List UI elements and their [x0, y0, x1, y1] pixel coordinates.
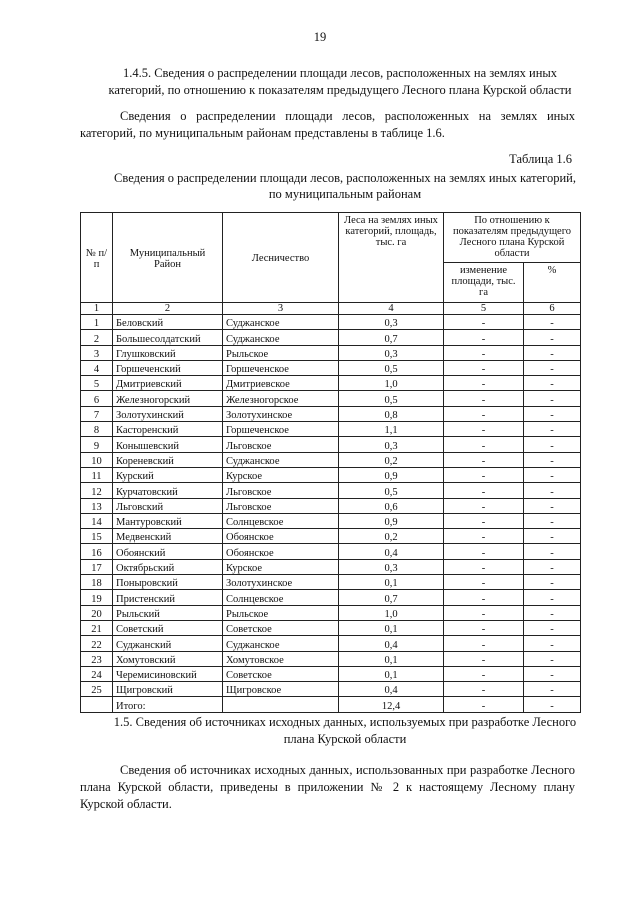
table-row [81, 590, 581, 605]
district-name: Глушковский [113, 345, 223, 360]
area-value: 0,9 [339, 467, 444, 482]
percent-value: - [524, 666, 581, 681]
forestry-name: Льговское [223, 498, 339, 513]
forestry-name: Рыльское [223, 605, 339, 620]
table-row [81, 620, 581, 635]
row-number: 22 [81, 636, 113, 651]
percent-value: - [524, 422, 581, 437]
change-value: - [444, 590, 524, 605]
column-number: 4 [339, 303, 444, 315]
district-name: Льговский [113, 498, 223, 513]
table-row [81, 605, 581, 620]
table-row [81, 651, 581, 666]
area-value: 0,1 [339, 575, 444, 590]
row-number: 11 [81, 467, 113, 482]
area-value: 0,9 [339, 513, 444, 528]
area-value: 1,0 [339, 376, 444, 391]
percent-value: - [524, 315, 581, 330]
change-value: - [444, 636, 524, 651]
row-number: 21 [81, 620, 113, 635]
change-value: - [444, 529, 524, 544]
table-row [81, 682, 581, 697]
district-name: Кореневский [113, 452, 223, 467]
area-value: 0,5 [339, 391, 444, 406]
area-value: 0,4 [339, 682, 444, 697]
area-value: 0,3 [339, 315, 444, 330]
row-number: 12 [81, 483, 113, 498]
percent-value: - [524, 391, 581, 406]
forestry-name: Солнцевское [223, 590, 339, 605]
percent-value: - [524, 498, 581, 513]
percent-value: - [524, 437, 581, 452]
header-forestry: Лесничество [223, 213, 339, 303]
change-value: - [444, 315, 524, 330]
table-label: Таблица 1.6 [509, 152, 572, 166]
area-value: 0,1 [339, 651, 444, 666]
row-number: 10 [81, 452, 113, 467]
column-number: 3 [223, 303, 339, 315]
table-row [81, 330, 581, 345]
area-value: 0,3 [339, 345, 444, 360]
change-value: - [444, 391, 524, 406]
area-value: 12,4 [339, 697, 444, 712]
percent-value: - [524, 452, 581, 467]
change-value: - [444, 513, 524, 528]
area-value: 0,7 [339, 330, 444, 345]
row-number: 13 [81, 498, 113, 513]
forestry-name: Суджанское [223, 452, 339, 467]
column-number: 6 [524, 303, 581, 315]
forest-area-table [80, 212, 581, 713]
row-number: 4 [81, 360, 113, 375]
table-row [81, 376, 581, 391]
area-value: 0,1 [339, 620, 444, 635]
change-value: - [444, 452, 524, 467]
header-area: Леса на землях иных категорий, площадь, тыс. га [339, 213, 444, 303]
percent-value: - [524, 529, 581, 544]
percent-value: - [524, 345, 581, 360]
district-name: Советский [113, 620, 223, 635]
change-value: - [444, 620, 524, 635]
table-row [81, 345, 581, 360]
section-heading-1-5: 1.5. Сведения об источниках исходных данных, используемых при разработке Лесного плана Курской области [113, 715, 577, 746]
row-number: 14 [81, 513, 113, 528]
change-value: - [444, 559, 524, 574]
change-value: - [444, 406, 524, 421]
change-value: - [444, 467, 524, 482]
row-number: 6 [81, 391, 113, 406]
district-name: Итого: [113, 697, 223, 712]
table-caption: Сведения о распределении площади лесов, расположенных на землях иных категорий, по муниципальным районам [114, 171, 576, 201]
forestry-name: Курское [223, 467, 339, 482]
change-value: - [444, 498, 524, 513]
page-number: 19 [313, 30, 327, 44]
table-row [81, 559, 581, 574]
percent-value: - [524, 697, 581, 712]
area-value: 0,3 [339, 437, 444, 452]
change-value: - [444, 330, 524, 345]
percent-value: - [524, 636, 581, 651]
row-number: 16 [81, 544, 113, 559]
district-name: Горшеченский [113, 360, 223, 375]
change-value: - [444, 422, 524, 437]
district-name: Золотухинский [113, 406, 223, 421]
forestry-name: Курское [223, 559, 339, 574]
row-number: 15 [81, 529, 113, 544]
area-value: 0,2 [339, 529, 444, 544]
area-value: 0,5 [339, 360, 444, 375]
table-row [81, 437, 581, 452]
area-value: 0,2 [339, 452, 444, 467]
forestry-name: Суджанское [223, 330, 339, 345]
area-value: 0,3 [339, 559, 444, 574]
forestry-name: Железногорское [223, 391, 339, 406]
percent-value: - [524, 651, 581, 666]
forestry-name [223, 697, 339, 712]
header-change: изменение площади, тыс. га [444, 263, 524, 303]
table-row [81, 391, 581, 406]
paragraph-intro: Сведения о распределении площади лесов, расположенных на землях иных категорий, по муниципальным районам представлены в таблице 1.6. [80, 109, 575, 140]
district-name: Октябрьский [113, 559, 223, 574]
row-number: 18 [81, 575, 113, 590]
district-name: Обоянский [113, 544, 223, 559]
percent-value: - [524, 467, 581, 482]
percent-value: - [524, 483, 581, 498]
percent-value: - [524, 559, 581, 574]
forestry-name: Льговское [223, 483, 339, 498]
forestry-name: Обоянское [223, 529, 339, 544]
forestry-name: Советское [223, 666, 339, 681]
header-relation: По отношению к показателям предыдущего Лесного плана Курской области [444, 213, 581, 263]
district-name: Дмитриевский [113, 376, 223, 391]
forestry-name: Обоянское [223, 544, 339, 559]
district-name: Суджанский [113, 636, 223, 651]
district-name: Курчатовский [113, 483, 223, 498]
change-value: - [444, 697, 524, 712]
change-value: - [444, 345, 524, 360]
header-district: Муниципальный Район [113, 213, 223, 303]
table-row [81, 498, 581, 513]
change-value: - [444, 544, 524, 559]
row-number: 19 [81, 590, 113, 605]
row-number: 8 [81, 422, 113, 437]
area-value: 0,1 [339, 666, 444, 681]
percent-value: - [524, 575, 581, 590]
district-name: Касторенский [113, 422, 223, 437]
district-name: Щигровский [113, 682, 223, 697]
row-number: 25 [81, 682, 113, 697]
row-number: 24 [81, 666, 113, 681]
table-row [81, 666, 581, 681]
row-number: 9 [81, 437, 113, 452]
percent-value: - [524, 360, 581, 375]
forestry-name: Суджанское [223, 636, 339, 651]
district-name: Курский [113, 467, 223, 482]
row-number: 20 [81, 605, 113, 620]
forestry-name: Золотухинское [223, 406, 339, 421]
change-value: - [444, 575, 524, 590]
row-number [81, 697, 113, 712]
table-row [81, 483, 581, 498]
forestry-name: Хомутовское [223, 651, 339, 666]
percent-value: - [524, 406, 581, 421]
district-name: Рыльский [113, 605, 223, 620]
percent-value: - [524, 376, 581, 391]
change-value: - [444, 651, 524, 666]
row-number: 5 [81, 376, 113, 391]
percent-value: - [524, 682, 581, 697]
change-value: - [444, 483, 524, 498]
change-value: - [444, 605, 524, 620]
area-value: 0,5 [339, 483, 444, 498]
row-number: 1 [81, 315, 113, 330]
percent-value: - [524, 620, 581, 635]
percent-value: - [524, 590, 581, 605]
row-number: 3 [81, 345, 113, 360]
percent-value: - [524, 330, 581, 345]
district-name: Мантуровский [113, 513, 223, 528]
forestry-name: Солнцевское [223, 513, 339, 528]
change-value: - [444, 360, 524, 375]
row-number: 17 [81, 559, 113, 574]
table-row [81, 315, 581, 330]
total-row [81, 697, 581, 712]
change-value: - [444, 666, 524, 681]
header-num: № п/п [81, 213, 113, 303]
table-row [81, 636, 581, 651]
district-name: Черемисиновский [113, 666, 223, 681]
column-number: 2 [113, 303, 223, 315]
district-name: Пристенский [113, 590, 223, 605]
table-row [81, 575, 581, 590]
table-row [81, 544, 581, 559]
forestry-name: Горшеченское [223, 422, 339, 437]
percent-value: - [524, 513, 581, 528]
percent-value: - [524, 544, 581, 559]
table-row [81, 467, 581, 482]
district-name: Беловский [113, 315, 223, 330]
table-row [81, 529, 581, 544]
section-heading-1-4-5: 1.4.5. Сведения о распределении площади лесов, расположенных на землях иных категорий, по отношению к показателям предыдущего Лесного плана Курской области [108, 66, 572, 97]
row-number: 2 [81, 330, 113, 345]
header-percent: % [524, 263, 581, 303]
area-value: 0,4 [339, 636, 444, 651]
row-number: 7 [81, 406, 113, 421]
forestry-name: Золотухинское [223, 575, 339, 590]
column-number: 1 [81, 303, 113, 315]
area-value: 0,4 [339, 544, 444, 559]
district-name: Железногорский [113, 391, 223, 406]
area-value: 1,0 [339, 605, 444, 620]
area-value: 1,1 [339, 422, 444, 437]
district-name: Большесолдатский [113, 330, 223, 345]
change-value: - [444, 437, 524, 452]
forestry-name: Льговское [223, 437, 339, 452]
table-row [81, 406, 581, 421]
forestry-name: Советское [223, 620, 339, 635]
table-row [81, 513, 581, 528]
forestry-name: Рыльское [223, 345, 339, 360]
area-value: 0,6 [339, 498, 444, 513]
row-number: 23 [81, 651, 113, 666]
table-row [81, 360, 581, 375]
forestry-name: Суджанское [223, 315, 339, 330]
percent-value: - [524, 605, 581, 620]
forestry-name: Горшеченское [223, 360, 339, 375]
change-value: - [444, 376, 524, 391]
district-name: Поныровский [113, 575, 223, 590]
area-value: 0,8 [339, 406, 444, 421]
district-name: Хомутовский [113, 651, 223, 666]
district-name: Медвенский [113, 529, 223, 544]
column-number: 5 [444, 303, 524, 315]
table-row [81, 452, 581, 467]
table-row [81, 422, 581, 437]
district-name: Конышевский [113, 437, 223, 452]
forestry-name: Дмитриевское [223, 376, 339, 391]
forestry-name: Щигровское [223, 682, 339, 697]
change-value: - [444, 682, 524, 697]
area-value: 0,7 [339, 590, 444, 605]
paragraph-sources: Сведения об источниках исходных данных, использованных при разработке Лесного плана Курской области, приведены в приложении № 2 к настоящему Лесному плану Курской области. [80, 763, 575, 811]
